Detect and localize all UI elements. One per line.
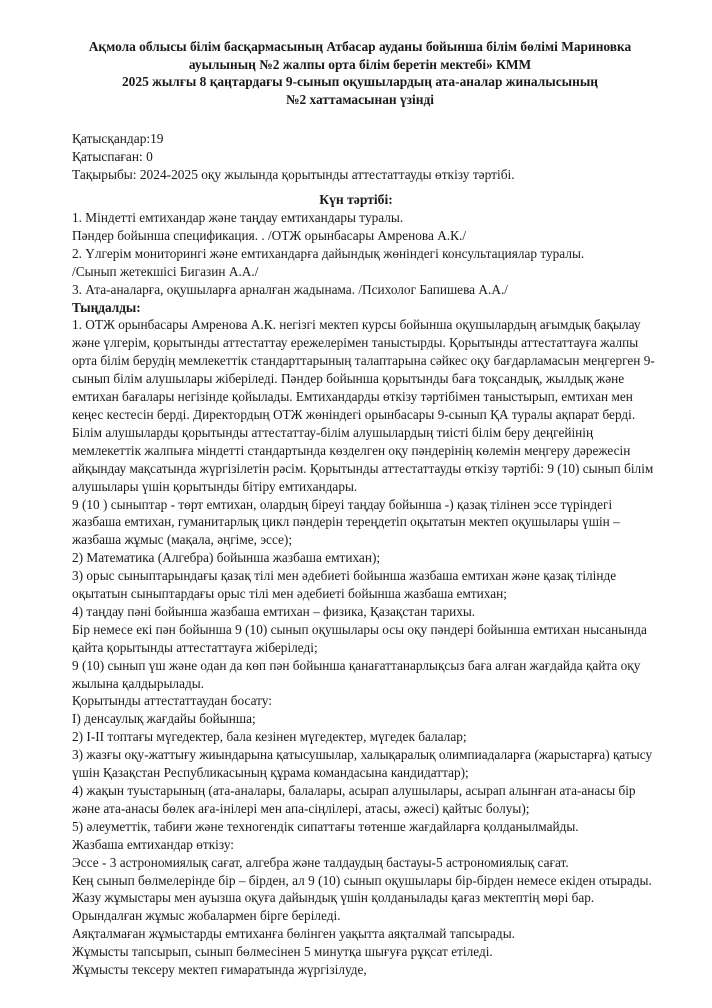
header-line-2: ауылының №2 жалпы орта білім беретін мектебі» КММ <box>188 56 532 72</box>
body-line: 2) Математика (Алгебра) бойынша жазбаша емтихан); <box>72 550 381 566</box>
attended-count: Қатысқандар:19 <box>72 131 164 146</box>
body-line: Кең сынып бөлмелерінде бір – бірден, ал 9 (10) сынып оқушылары бір-бірден немесе екіден отырады. <box>72 872 652 888</box>
document-body <box>72 209 692 979</box>
body-line: мемлекеттік жалпыға міндетті стандартында көзделген оқу пәндерінің көлемін меңгеру дәрежесін <box>72 442 631 458</box>
body-line: 3) орыс сыныптарындағы қазақ тілі мен әдебиеті бойынша жазбаша емтихан және қазақ тілінде <box>72 568 617 584</box>
body-line: қайта қорытынды аттестаттауға жіберіледі; <box>72 639 318 655</box>
body-line: 9 (10 ) сыныптар - төрт емтихан, олардың біреуі таңдау бойынша -) қазақ тілінен эссе түріндегі <box>72 496 613 512</box>
meeting-meta <box>72 130 515 183</box>
absent-count: Қатыспаған: 0 <box>72 148 153 164</box>
header-line-3: 2025 жылғы 8 қаңтардағы 9-сынып оқушылардың ата-аналар жиналысының <box>121 74 598 89</box>
body-line: жылына қалдырылады. <box>72 675 204 691</box>
body-line: 1. ОТЖ орынбасары Амренова А.К. негізгі мектеп курсы бойынша оқушылардың ағымдық бақылау <box>72 317 641 333</box>
body-line: Білім алушыларды қорытынды аттестаттау-білім алушылардың тиісті білім беру деңгейінің <box>72 424 594 440</box>
body-line: 4) таңдау пәні бойынша жазбаша емтихан – физика, Қазақстан тарихы. <box>72 603 476 619</box>
body-line: Жазбаша емтихандар өткізу: <box>72 836 234 852</box>
body-line: емтихан бағалары негізінде қойылады. Емтихандарды өткізу тәртібімен таныстырып, емтихан мен <box>72 389 633 405</box>
agenda-title: Күн тәртібі: <box>319 192 393 207</box>
body-line: сынып білім алушылары жіберіледі. Пәндер бойынша қорытынды баға тоқсандық, жылдық және <box>72 371 625 387</box>
body-line: Жазу жұмыстары мен ауызша оқуға дайындық үшін қолданылады қағаз мектептің мөрі бар. <box>72 890 595 906</box>
body-line: 9 (10) сынып үш және одан да көп пән бойынша қанағаттанарлықсыз баға алған жағдайда қайта оқу <box>72 657 641 673</box>
body-line: және үлгерім, қорытынды аттестаттау ережелерімен таныстырды. Қорытынды аттестаттауға жалпы <box>72 335 639 351</box>
body-line: Эссе - 3 астрономиялық сағат, алгебра және талдаудың бастауы-5 астрономиялық сағат. <box>72 854 569 870</box>
header-line-4: №2 хаттамасынан үзінді <box>286 91 434 107</box>
body-line: Орындалған жұмыс жобалармен бірге беріледі. <box>72 908 341 924</box>
body-line: І) денсаулық жағдайы бойынша; <box>72 711 256 727</box>
body-line: 2) І-ІІ топтағы мүгедектер, бала кезінен мүгедектер, мүгедек балалар; <box>72 729 467 745</box>
body-line: 3) жазғы оқу-жаттығу жиындарына қатысушылар, халықаралық олимпиадаларға (жарыстарға) қатысу <box>72 747 653 763</box>
body-line: Пәндер бойынша спецификация. . /ОТЖ орынбасары Амренова А.К./ <box>72 227 467 243</box>
body-line: /Сынып жетекшісі Бигазин А.А./ <box>72 263 259 279</box>
body-line: 4) жақын туыстарының (ата-аналары, балалары, асырап алушылары, асырап алынған ата-анасы бір <box>72 783 636 798</box>
body-line: және ата-анасы бөлек аға-інілері мен апа-сіңлілері, атасы, әжесі) қайтыс болуы); <box>72 800 530 816</box>
body-line: Бір немесе екі пән бойынша 9 (10) сынып оқушылары осы оқу пәндері бойынша емтихан нысанында <box>72 621 647 637</box>
body-line: оқытатын сыныптардағы орыс тілі мен әдебиеті бойынша жазбаша емтихан; <box>72 586 507 602</box>
body-line: Қорытынды аттестаттаудан босату: <box>72 693 272 709</box>
meeting-topic: Тақырыбы: 2024-2025 оқу жылында қорытынды аттестаттауды өткізу тәртібі. <box>72 166 515 182</box>
body-line: 1. Міндетті емтихандар және таңдау емтихандары туралы. <box>72 210 404 225</box>
body-line: Аяқталмаған жұмыстарды емтиханға бөлінген уақытта аяқталмай тапсырады. <box>72 926 515 942</box>
body-line: алушылары үшін қорытынды бітіру емтихандары. <box>72 478 358 494</box>
body-line: кеңес кестесін берді. Директордың ОТЖ жөніндегі орынбасары 9-сынып ҚА туралы ақпарат берді. <box>72 406 636 422</box>
header-line-1: Ақмола облысы білім басқармасының Атбасар ауданы бойынша білім бөлімі Мариновка <box>88 39 632 54</box>
body-line: Жұмысты тексеру мектеп ғимаратында жүргізілуде, <box>72 962 367 978</box>
heard-heading: Тыңдалды: <box>72 299 141 315</box>
body-line: 3. Ата-аналарға, оқушыларға арналған жадынама. /Психолог Бапишева А.А./ <box>72 281 508 297</box>
body-line: жазбаша емтихан, гуманитарлық цикл пәндерін тереңдетіп оқытатын мектеп оқушылары үшін – <box>72 514 620 530</box>
body-line: орта білім берудің мемлекеттік стандарттарының талаптарына сәйкес оқу бағдарламасын меңгерген 9- <box>72 353 655 369</box>
body-line: жазбаша жұмыс (мақала, әңгіме, эссе); <box>72 532 293 548</box>
body-line: үшін Қазақстан Республикасының құрама командасына кандидаттар); <box>72 765 469 781</box>
body-line: 2. Үлгерім мониторингі және емтихандарға дайындық жөніндегі консультациялар туралы. <box>72 245 585 261</box>
body-line: Жұмысты тапсырып, сынып бөлмесінен 5 минутқа шығуға рұқсат етіледі. <box>72 944 493 960</box>
body-line: айқындау мақсатында жүргізілетін рәсім. Қорытынды аттестаттауды өткізу тәртібі: 9 (10) сынып білім <box>72 460 654 476</box>
body-line: 5) әлеуметтік, табиғи және техногендік сипаттағы төтенше жағдайларға қолданылмайды. <box>72 818 579 834</box>
document-header <box>60 38 660 108</box>
